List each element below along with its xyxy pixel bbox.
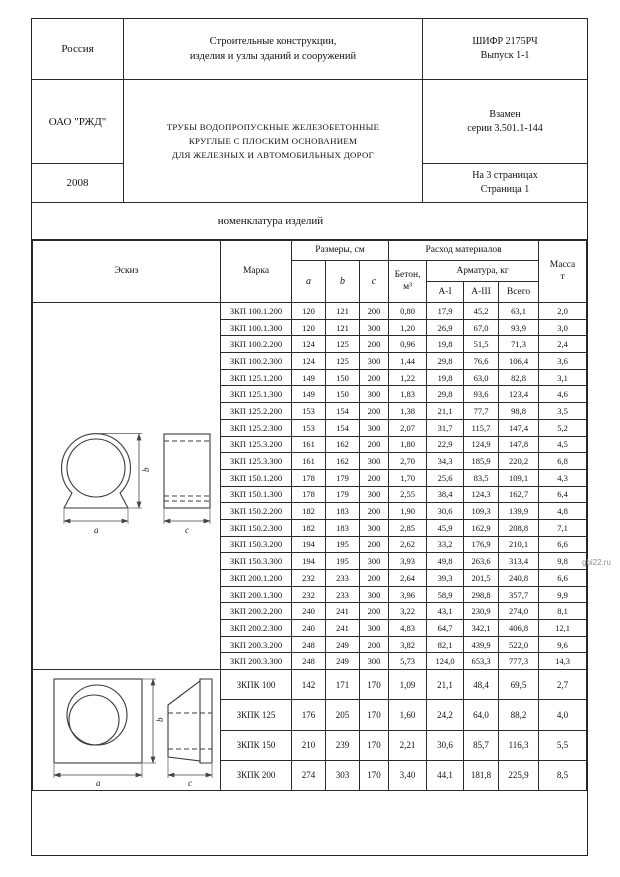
bottom-strip (32, 791, 587, 855)
value-cell: 83,5 (464, 469, 499, 486)
table-header (33, 241, 587, 303)
value-cell: 9,9 (539, 586, 587, 603)
value-cell: 30,6 (427, 730, 464, 760)
value-cell: 200 (360, 536, 389, 553)
value-cell: 653,3 (464, 653, 499, 670)
value-cell: 7,1 (539, 519, 587, 536)
value-cell: 106,4 (499, 353, 539, 370)
zkp-tbody (33, 303, 587, 670)
value-cell: 162,9 (464, 519, 499, 536)
series-title-line1: Строительные конструкции, (209, 35, 337, 47)
col-header-sketch: Эскиз (33, 241, 221, 303)
doc-title-line1: ТРУБЫ ВОДОПРОПУСКНЫЕ ЖЕЛЕЗОБЕТОННЫЕ (166, 121, 380, 132)
value-cell: 124,3 (464, 486, 499, 503)
value-cell: 85,7 (464, 730, 499, 760)
value-cell: 2,85 (389, 519, 427, 536)
value-cell: 179 (326, 486, 360, 503)
col-header-aiii: А-III (464, 282, 499, 303)
value-cell: 124 (292, 353, 326, 370)
value-cell: 39,3 (427, 570, 464, 587)
value-cell: 185,9 (464, 453, 499, 470)
value-cell: 116,3 (499, 730, 539, 760)
table-row (33, 670, 587, 700)
value-cell: 149 (292, 386, 326, 403)
dim-label-a: a (93, 525, 98, 536)
value-cell: 93,9 (499, 319, 539, 336)
value-cell: 3,6 (539, 353, 587, 370)
group-header-rebar: Арматура, кг (427, 261, 539, 282)
value-cell: 21,1 (427, 670, 464, 700)
value-cell: 19,8 (427, 336, 464, 353)
value-cell: 200 (360, 436, 389, 453)
value-cell: 38,4 (427, 486, 464, 503)
value-cell: 45,9 (427, 519, 464, 536)
value-cell: 3,96 (389, 586, 427, 603)
value-cell: 300 (360, 386, 389, 403)
mark-cell: ЗКП 200.3.300 (221, 653, 292, 670)
value-cell: 154 (326, 419, 360, 436)
value-cell: 48,4 (464, 670, 499, 700)
value-cell: 17,9 (427, 303, 464, 320)
value-cell: 161 (292, 453, 326, 470)
value-cell: 300 (360, 519, 389, 536)
value-cell: 233 (326, 586, 360, 603)
value-cell: 64,0 (464, 700, 499, 730)
value-cell: 176,9 (464, 536, 499, 553)
value-cell: 67,0 (464, 319, 499, 336)
value-cell: 274,0 (499, 603, 539, 620)
value-cell: 142 (292, 670, 326, 700)
value-cell: 200 (360, 570, 389, 587)
value-cell: 240 (292, 603, 326, 620)
value-cell: 178 (292, 469, 326, 486)
mark-cell: ЗКП 200.2.300 (221, 620, 292, 637)
value-cell: 232 (292, 586, 326, 603)
value-cell: 125 (326, 336, 360, 353)
value-cell: 4,5 (539, 436, 587, 453)
value-cell: 1,44 (389, 353, 427, 370)
value-cell: 12,1 (539, 620, 587, 637)
value-cell: 170 (360, 730, 389, 760)
value-cell: 2,70 (389, 453, 427, 470)
value-cell: 4,0 (539, 700, 587, 730)
sketch-zkp-cell (33, 303, 221, 670)
value-cell: 249 (326, 653, 360, 670)
col-header-a: a (292, 261, 326, 303)
value-cell: 170 (360, 700, 389, 730)
value-cell: 4,8 (539, 503, 587, 520)
value-cell: 300 (360, 620, 389, 637)
value-cell: 121 (326, 319, 360, 336)
value-cell: 115,7 (464, 419, 499, 436)
value-cell: 248 (292, 653, 326, 670)
value-cell: 5,2 (539, 419, 587, 436)
value-cell: 181,8 (464, 760, 499, 790)
value-cell: 2,7 (539, 670, 587, 700)
org-cell (32, 80, 124, 164)
dim-label-a: a (95, 778, 100, 788)
mark-cell: ЗКПК 150 (221, 730, 292, 760)
value-cell: 1,20 (389, 319, 427, 336)
mark-cell: ЗКП 125.2.300 (221, 419, 292, 436)
mark-cell: ЗКП 200.1.300 (221, 586, 292, 603)
mark-cell: ЗКП 100.1.200 (221, 303, 292, 320)
value-cell: 170 (360, 670, 389, 700)
value-cell: 154 (326, 403, 360, 420)
value-cell: 121 (326, 303, 360, 320)
pipe-bore (67, 439, 125, 497)
value-cell: 230,9 (464, 603, 499, 620)
value-cell: 124,9 (464, 436, 499, 453)
value-cell: 93,6 (464, 386, 499, 403)
value-cell: 239 (326, 730, 360, 760)
value-cell: 120 (292, 319, 326, 336)
pages-line2: Страница 1 (480, 184, 530, 195)
value-cell: 200 (360, 369, 389, 386)
value-cell: 2,21 (389, 730, 427, 760)
value-cell: 162 (326, 436, 360, 453)
mark-cell: ЗКП 100.2.200 (221, 336, 292, 353)
value-cell: 176 (292, 700, 326, 730)
value-cell: 4,83 (389, 620, 427, 637)
value-cell: 342,1 (464, 620, 499, 637)
value-cell: 29,8 (427, 353, 464, 370)
watermark: gbi22.ru (582, 558, 611, 567)
dim-label-c: c (187, 778, 192, 788)
value-cell: 2,07 (389, 419, 427, 436)
cipher-cell (423, 19, 587, 80)
value-cell: 162,7 (499, 486, 539, 503)
value-cell: 232 (292, 570, 326, 587)
series-title-line2: изделия и узлы зданий и сооружений (189, 51, 357, 62)
value-cell: 45,2 (464, 303, 499, 320)
value-cell: 171 (326, 670, 360, 700)
value-cell: 33,2 (427, 536, 464, 553)
value-cell: 194 (292, 553, 326, 570)
value-cell: 195 (326, 553, 360, 570)
value-cell: 25,6 (427, 469, 464, 486)
value-cell: 195 (326, 536, 360, 553)
year-label: 2008 (66, 177, 89, 189)
concrete-unit: м³ (403, 281, 412, 292)
value-cell: 124 (292, 336, 326, 353)
value-cell: 3,1 (539, 369, 587, 386)
page-frame (31, 18, 588, 856)
mark-cell: ЗКП 150.2.300 (221, 519, 292, 536)
section-title (32, 202, 587, 240)
value-cell: 201,5 (464, 570, 499, 587)
mark-cell: ЗКП 200.2.200 (221, 603, 292, 620)
value-cell: 147,8 (499, 436, 539, 453)
value-cell: 31,7 (427, 419, 464, 436)
value-cell: 1,83 (389, 386, 427, 403)
mark-cell: ЗКПК 200 (221, 760, 292, 790)
pages-cell (423, 164, 587, 202)
value-cell: 1,38 (389, 403, 427, 420)
value-cell: 2,62 (389, 536, 427, 553)
value-cell: 208,8 (499, 519, 539, 536)
value-cell: 29,8 (427, 386, 464, 403)
mark-cell: ЗКП 200.1.200 (221, 570, 292, 587)
value-cell: 200 (360, 336, 389, 353)
value-cell: 26,9 (427, 319, 464, 336)
value-cell: 357,7 (499, 586, 539, 603)
pipe-side-outline (164, 434, 210, 508)
mark-cell: ЗКП 125.2.200 (221, 403, 292, 420)
value-cell: 109,1 (499, 469, 539, 486)
value-cell: 2,55 (389, 486, 427, 503)
value-cell: 71,3 (499, 336, 539, 353)
value-cell: 182 (292, 503, 326, 520)
value-cell: 183 (326, 503, 360, 520)
value-cell: 150 (326, 369, 360, 386)
doc-title-cell (124, 80, 423, 202)
mark-cell: ЗКП 150.2.200 (221, 503, 292, 520)
value-cell: 8,5 (539, 760, 587, 790)
value-cell: 777,3 (499, 653, 539, 670)
col-header-ai: А-I (427, 282, 464, 303)
mark-cell: ЗКПК 125 (221, 700, 292, 730)
mark-cell: ЗКП 125.1.300 (221, 386, 292, 403)
sketch-zkpk-cell (33, 670, 221, 791)
value-cell: 43,1 (427, 603, 464, 620)
mark-cell: ЗКП 125.3.200 (221, 436, 292, 453)
value-cell: 240 (292, 620, 326, 637)
value-cell: 9,8 (539, 553, 587, 570)
value-cell: 303 (326, 760, 360, 790)
value-cell: 300 (360, 419, 389, 436)
zkpk-tbody (33, 670, 587, 791)
value-cell: 313,4 (499, 553, 539, 570)
value-cell: 0,96 (389, 336, 427, 353)
mark-cell: ЗКП 150.3.200 (221, 536, 292, 553)
mass-unit: т (560, 271, 565, 282)
value-cell: 183 (326, 519, 360, 536)
value-cell: 2,64 (389, 570, 427, 587)
value-cell: 14,3 (539, 653, 587, 670)
group-header-materials: Расход материалов (389, 241, 539, 261)
value-cell: 194 (292, 536, 326, 553)
title-block (32, 19, 587, 202)
value-cell: 200 (360, 603, 389, 620)
value-cell: 233 (326, 570, 360, 587)
value-cell: 241 (326, 603, 360, 620)
value-cell: 88,2 (499, 700, 539, 730)
value-cell: 8,1 (539, 603, 587, 620)
value-cell: 2,0 (539, 303, 587, 320)
value-cell: 120 (292, 303, 326, 320)
value-cell: 249 (326, 636, 360, 653)
value-cell: 109,3 (464, 503, 499, 520)
portal-bore (69, 695, 119, 745)
value-cell: 63,1 (499, 303, 539, 320)
value-cell: 1,90 (389, 503, 427, 520)
value-cell: 300 (360, 353, 389, 370)
value-cell: 49,8 (427, 553, 464, 570)
value-cell: 58,9 (427, 586, 464, 603)
col-header-total: Всего (499, 282, 539, 303)
col-header-mass (539, 241, 587, 303)
value-cell: 1,22 (389, 369, 427, 386)
mark-cell: ЗКП 200.3.200 (221, 636, 292, 653)
mark-cell: ЗКП 150.1.300 (221, 486, 292, 503)
replaces-line1: Взамен (489, 108, 521, 120)
value-cell: 200 (360, 303, 389, 320)
value-cell: 150 (326, 386, 360, 403)
dim-label-c: c (184, 525, 189, 536)
value-cell: 179 (326, 469, 360, 486)
value-cell: 178 (292, 486, 326, 503)
col-header-concrete (389, 261, 427, 303)
value-cell: 34,3 (427, 453, 464, 470)
value-cell: 64,7 (427, 620, 464, 637)
value-cell: 139,9 (499, 503, 539, 520)
value-cell: 4,6 (539, 386, 587, 403)
value-cell: 3,82 (389, 636, 427, 653)
value-cell: 522,0 (499, 636, 539, 653)
pages-line1: На 3 страницах (472, 170, 538, 181)
value-cell: 44,1 (427, 760, 464, 790)
cipher-line2: Выпуск 1-1 (480, 50, 530, 61)
value-cell: 3,5 (539, 403, 587, 420)
value-cell: 300 (360, 553, 389, 570)
dim-label-b: b (154, 717, 165, 722)
value-cell: 123,4 (499, 386, 539, 403)
value-cell: 205 (326, 700, 360, 730)
value-cell: 6,4 (539, 486, 587, 503)
value-cell: 98,8 (499, 403, 539, 420)
value-cell: 153 (292, 419, 326, 436)
mark-cell: ЗКП 100.1.300 (221, 319, 292, 336)
value-cell: 6,6 (539, 536, 587, 553)
dim-label-b: b (140, 467, 151, 473)
value-cell: 19,8 (427, 369, 464, 386)
value-cell: 1,60 (389, 700, 427, 730)
value-cell: 153 (292, 403, 326, 420)
value-cell: 6,6 (539, 570, 587, 587)
series-title-cell (124, 19, 423, 80)
value-cell: 82,8 (499, 369, 539, 386)
value-cell: 69,5 (499, 670, 539, 700)
org-label: ОАО "РЖД" (48, 115, 107, 128)
value-cell: 3,22 (389, 603, 427, 620)
table-row (33, 303, 587, 320)
doc-title-line2: КРУГЛЫЕ С ПЛОСКИМ ОСНОВАНИЕМ (188, 135, 358, 146)
value-cell: 0,80 (389, 303, 427, 320)
value-cell: 300 (360, 586, 389, 603)
value-cell: 82,1 (427, 636, 464, 653)
value-cell: 300 (360, 486, 389, 503)
value-cell: 76,6 (464, 353, 499, 370)
mark-cell: ЗКП 125.3.300 (221, 453, 292, 470)
mark-cell: ЗКП 150.1.200 (221, 469, 292, 486)
value-cell: 5,73 (389, 653, 427, 670)
value-cell: 406,8 (499, 620, 539, 637)
value-cell: 2,4 (539, 336, 587, 353)
value-cell: 241 (326, 620, 360, 637)
value-cell: 1,80 (389, 436, 427, 453)
col-header-b: b (326, 261, 360, 303)
mark-cell: ЗКП 100.2.300 (221, 353, 292, 370)
value-cell: 77,7 (464, 403, 499, 420)
value-cell: 200 (360, 469, 389, 486)
value-cell: 125 (326, 353, 360, 370)
value-cell: 1,70 (389, 469, 427, 486)
value-cell: 300 (360, 653, 389, 670)
concrete-label: Бетон, (394, 270, 421, 281)
value-cell: 210 (292, 730, 326, 760)
col-header-c: c (360, 261, 389, 303)
value-cell: 263,6 (464, 553, 499, 570)
value-cell: 220,2 (499, 453, 539, 470)
year-cell (32, 164, 124, 202)
value-cell: 1,09 (389, 670, 427, 700)
value-cell: 124,0 (427, 653, 464, 670)
value-cell: 161 (292, 436, 326, 453)
mass-label: Масса (549, 260, 576, 271)
value-cell: 274 (292, 760, 326, 790)
replaces-cell (423, 80, 587, 164)
sketch-zkp-drawing (36, 420, 218, 552)
country-label: Россия (61, 43, 94, 55)
value-cell: 182 (292, 519, 326, 536)
value-cell: 51,5 (464, 336, 499, 353)
replaces-line2: серии 3.501.1-144 (467, 122, 543, 134)
value-cell: 298,8 (464, 586, 499, 603)
value-cell: 162 (326, 453, 360, 470)
mark-cell: ЗКП 150.3.300 (221, 553, 292, 570)
value-cell: 3,0 (539, 319, 587, 336)
value-cell: 300 (360, 319, 389, 336)
value-cell: 6,8 (539, 453, 587, 470)
value-cell: 3,93 (389, 553, 427, 570)
value-cell: 4,3 (539, 469, 587, 486)
cone-side-outline (168, 679, 212, 763)
value-cell: 5,5 (539, 730, 587, 760)
value-cell: 210,1 (499, 536, 539, 553)
cipher-line1: ШИФР 2175РЧ (472, 36, 538, 47)
value-cell: 63,0 (464, 369, 499, 386)
country-cell (32, 19, 124, 80)
value-cell: 200 (360, 403, 389, 420)
doc-title-line3: ДЛЯ ЖЕЛЕЗНЫХ И АВТОМОБИЛЬНЫХ ДОРОГ (171, 150, 375, 161)
col-header-mark: Марка (221, 241, 292, 303)
value-cell: 3,40 (389, 760, 427, 790)
section-title-label: номенклатура изделий (217, 215, 324, 227)
mark-cell: ЗКПК 100 (221, 670, 292, 700)
value-cell: 9,6 (539, 636, 587, 653)
value-cell: 170 (360, 760, 389, 790)
value-cell: 147,4 (499, 419, 539, 436)
value-cell: 200 (360, 636, 389, 653)
nomenclature-table (32, 240, 587, 791)
value-cell: 225,9 (499, 760, 539, 790)
value-cell: 149 (292, 369, 326, 386)
mark-cell: ЗКП 125.1.200 (221, 369, 292, 386)
value-cell: 240,8 (499, 570, 539, 587)
value-cell: 24,2 (427, 700, 464, 730)
value-cell: 300 (360, 453, 389, 470)
group-header-dimensions: Размеры, см (292, 241, 389, 261)
value-cell: 248 (292, 636, 326, 653)
value-cell: 21,1 (427, 403, 464, 420)
value-cell: 30,6 (427, 503, 464, 520)
value-cell: 22,9 (427, 436, 464, 453)
value-cell: 200 (360, 503, 389, 520)
sketch-zkpk-drawing (36, 671, 218, 789)
value-cell: 439,9 (464, 636, 499, 653)
